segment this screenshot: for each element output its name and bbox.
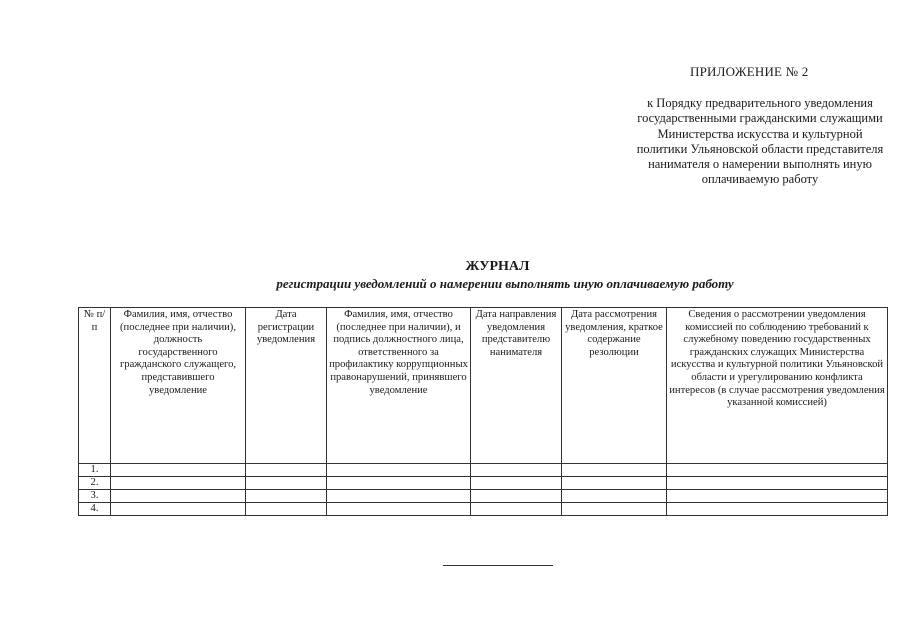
col-header-commission-info: Сведения о рассмотрении уведомления комиссией по соблюдению требований к служебному поведению государственных гражданских служащих Министерства искусства и культурной политики Ульяновской области и урегулированию конфликта интересов (в случае рассмотрения уведомления указанной комиссией) — [667, 308, 888, 464]
table-cell — [246, 503, 327, 516]
col-header-review-date: Дата рассмотрения уведомления, краткое содержание резолюции — [562, 308, 667, 464]
table-row — [79, 503, 888, 516]
table-row — [79, 490, 888, 503]
table-cell — [111, 477, 246, 490]
table-cell — [562, 503, 667, 516]
col-header-responsible-official: Фамилия, имя, отчество (последнее при наличии), и подпись должностного лица, ответственного за профилактику коррупционных правонарушений, принявшего уведомление — [327, 308, 471, 464]
table-cell-number: 3. — [79, 490, 111, 503]
table-cell — [327, 477, 471, 490]
table-cell-number: 4. — [79, 503, 111, 516]
appendix-title: ПРИЛОЖЕНИЕ № 2 — [690, 64, 809, 79]
table-cell — [562, 490, 667, 503]
table-cell-number: 1. — [79, 464, 111, 477]
table-cell — [327, 490, 471, 503]
appendix-text: к Порядку предварительного уведомления государственными гражданскими служащими Министерства искусства и культурной политики Ульяновской области представителя нанимателя о намерении выполнять иную оплачиваемую работу — [636, 96, 884, 187]
col-header-number: № п/п — [79, 308, 111, 464]
registration-table — [78, 307, 888, 516]
table-cell — [246, 490, 327, 503]
table-header-row — [79, 308, 888, 464]
table-cell — [246, 477, 327, 490]
table-cell — [327, 464, 471, 477]
journal-title: ЖУРНАЛ — [465, 259, 530, 274]
table-cell — [562, 464, 667, 477]
table-cell — [667, 490, 888, 503]
col-header-employee: Фамилия, имя, отчество (последнее при наличии), должность государственного гражданского служащего, представившего уведомление — [111, 308, 246, 464]
col-header-sent-date: Дата направления уведомления представителю нанимателя — [471, 308, 562, 464]
table-cell — [111, 503, 246, 516]
table-cell — [562, 477, 667, 490]
table-cell — [471, 477, 562, 490]
table-cell — [471, 503, 562, 516]
closing-rule — [443, 565, 553, 566]
table-cell-number: 2. — [79, 477, 111, 490]
table-cell — [246, 464, 327, 477]
table-row — [79, 477, 888, 490]
table-cell — [667, 503, 888, 516]
table-cell — [471, 464, 562, 477]
table-cell — [667, 464, 888, 477]
table-cell — [111, 490, 246, 503]
table-cell — [111, 464, 246, 477]
table-cell — [471, 490, 562, 503]
journal-subtitle: регистрации уведомлений о намерении выполнять иную оплачиваемую работу — [276, 276, 734, 291]
table-cell — [327, 503, 471, 516]
col-header-registration-date: Дата регистрации уведомления — [246, 308, 327, 464]
table-row — [79, 464, 888, 477]
table-cell — [667, 477, 888, 490]
